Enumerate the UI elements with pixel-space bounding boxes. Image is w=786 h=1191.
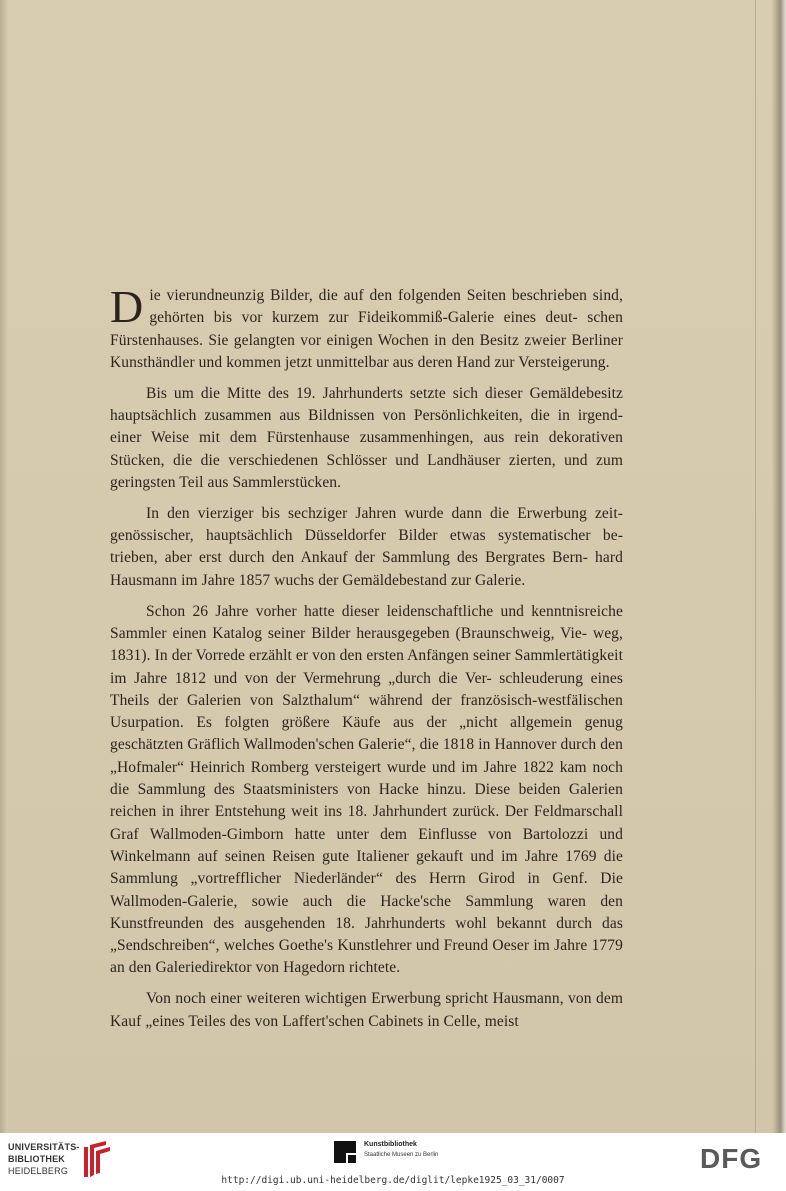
dfg-logo[interactable]: DFG [700,1143,763,1174]
kunstbibliothek-title: Kunstbibliothek [364,1141,417,1148]
uni-logo-line-2: BIBLIOTHEK [8,1154,65,1164]
uni-logo-line-1: UNIVERSITÄTS- [8,1142,80,1152]
page-fold-line [755,0,756,1133]
permalink-url[interactable]: http://digi.ub.uni-heidelberg.de/diglit/lepke1925_03_31/0007 [221,1175,565,1186]
body-text [110,281,623,1041]
paragraph-1 [110,281,623,374]
paragraph-2: Bis um die Mitte des 19. Jahrhunderts setzte sich dieser Gemäldebesitz hauptsächlich zusammen aus Bildnissen von Persönlichkeiten, die in irgend- einer Weise mit dem Fürstenhause zusammenhingen, aus rein dekorativen Stücken, die die verschiedenen Schlösser und Landhäuser zierten, und zum geringsten Teil aus Sammlerstücken. [110,384,623,491]
kunstbibliothek-icon [334,1141,356,1163]
paragraph-5: Von noch einer weiteren wichtigen Erwerbung spricht Hausmann, von dem Kauf „eines Teiles des von Laffert'schen Cabinets in Celle, meist [110,990,623,1030]
page-edge-left [0,0,8,1133]
page-edge-right [772,0,786,1133]
kunstbibliothek-logo[interactable] [334,1139,464,1167]
drop-cap: D [110,281,144,332]
kunstbibliothek-subtitle: Staatliche Museen zu Berlin [364,1152,439,1158]
paragraph-3: In den vierziger bis sechziger Jahren wurde dann die Erwerbung zeit- genössischer, hauptsächlich Düsseldorfer Bilder etwas systematischer be- trieben, aber erst durch den Ankauf der Sammlung des Bergrates Bern- hard Hausmann im Jahre 1857 wuchs der Gemäldebestand zur Galerie. [110,504,623,589]
paragraph-1-text: ie vierundneunzig Bilder, die auf den folgenden Seiten beschrieben sind, gehörten bis vor kurzem zur Fideikommiß-Galerie eines deut- schen Fürstenhauses. Sie gelangten vor einigen Wochen in den Besitz zweier Berliner Kunsthändler und kommen jetzt unmittelbar aus deren Hand zur Versteigerung. [110,287,623,371]
uni-logo-line-3: HEIDELBERG [8,1166,69,1176]
paragraph-4: Schon 26 Jahre vorher hatte dieser leidenschaftliche und kenntnisreiche Sammler einen Katalog seiner Bilder herausgegeben (Braunschweig, Vie- weg, 1831). In der Vorrede erzählt er von den ersten Anfängen seiner Sammlertätigkeit im Jahre 1812 und von der Vermehrung „durch die Ver- schleuderung eines Theils der Galerien von Salzthalum“ während der französisch-westfälischen Usurpation. Es folgten größere Käufe aus der „nicht allgemein genug geschätzten Gräflich Wallmoden'schen Galerie“, die 1818 in Hannover durch den „Hofmaler“ Heinrich Romberg versteigert wurde und im Jahre 1822 kam noch die Sammlung des Staatsministers von Hacke hinzu. Diese beiden Galerien reichen in ihrer Entstehung weit ins 18. Jahrhundert zurück. Der Feldmarschall Graf Wallmoden-Gimborn hatte unter dem Einflusse von Bartolozzi und Winkelmann auf seinen Reisen gute Italiener gekauft und im Jahre 1769 die Sammlung „vortrefflicher Niederländer“ des Herrn Girod in Genf. Die Wallmoden-Galerie, sowie auch die Hacke'sche Sammlung waren den Kunstfreunden des ausgehenden 18. Jahrhunderts wohl bekannt durch das „Sendschreiben“, welches Goethe's Kunstlehrer und Freund Oeser im Jahre 1779 an den Galeriedirektor von Hagedorn richtete. [110,602,623,977]
